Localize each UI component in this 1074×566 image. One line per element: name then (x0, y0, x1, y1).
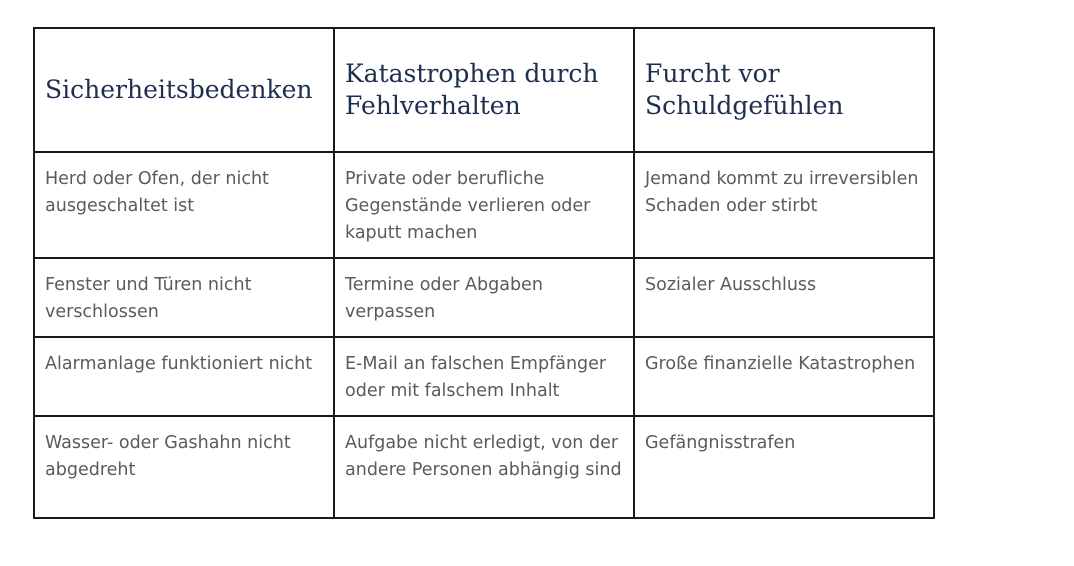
table-cell: Fenster und Türen nicht verschlossen (34, 258, 334, 337)
header-row (34, 28, 934, 152)
table-cell: Sozialer Ausschluss (634, 258, 934, 337)
table-cell: Gefängnisstrafen (634, 416, 934, 518)
table-cell: Private oder berufliche Gegenstände verlieren oder kaputt machen (334, 152, 634, 258)
column-header-guilt: Furcht vor Schuldgefühlen (634, 28, 934, 152)
table-cell: Große finanzielle Katastrophen (634, 337, 934, 416)
table-cell: Alarmanlage funktioniert nicht (34, 337, 334, 416)
column-header-misconduct: Katastrophen durch Fehlverhalten (334, 28, 634, 152)
table-cell: Jemand kommt zu irreversiblen Schaden oder stirbt (634, 152, 934, 258)
table-row (34, 337, 934, 416)
table-cell: E-Mail an falschen Empfänger oder mit falschem Inhalt (334, 337, 634, 416)
fears-table (33, 27, 935, 519)
table-row (34, 152, 934, 258)
column-header-safety: Sicherheitsbedenken (34, 28, 334, 152)
table-cell: Aufgabe nicht erledigt, von der andere Personen abhängig sind (334, 416, 634, 518)
table-cell: Termine oder Abgaben verpassen (334, 258, 634, 337)
table-row (34, 258, 934, 337)
table-cell: Herd oder Ofen, der nicht ausgeschaltet ist (34, 152, 334, 258)
table-row (34, 416, 934, 518)
table-cell: Wasser- oder Gashahn nicht abgedreht (34, 416, 334, 518)
